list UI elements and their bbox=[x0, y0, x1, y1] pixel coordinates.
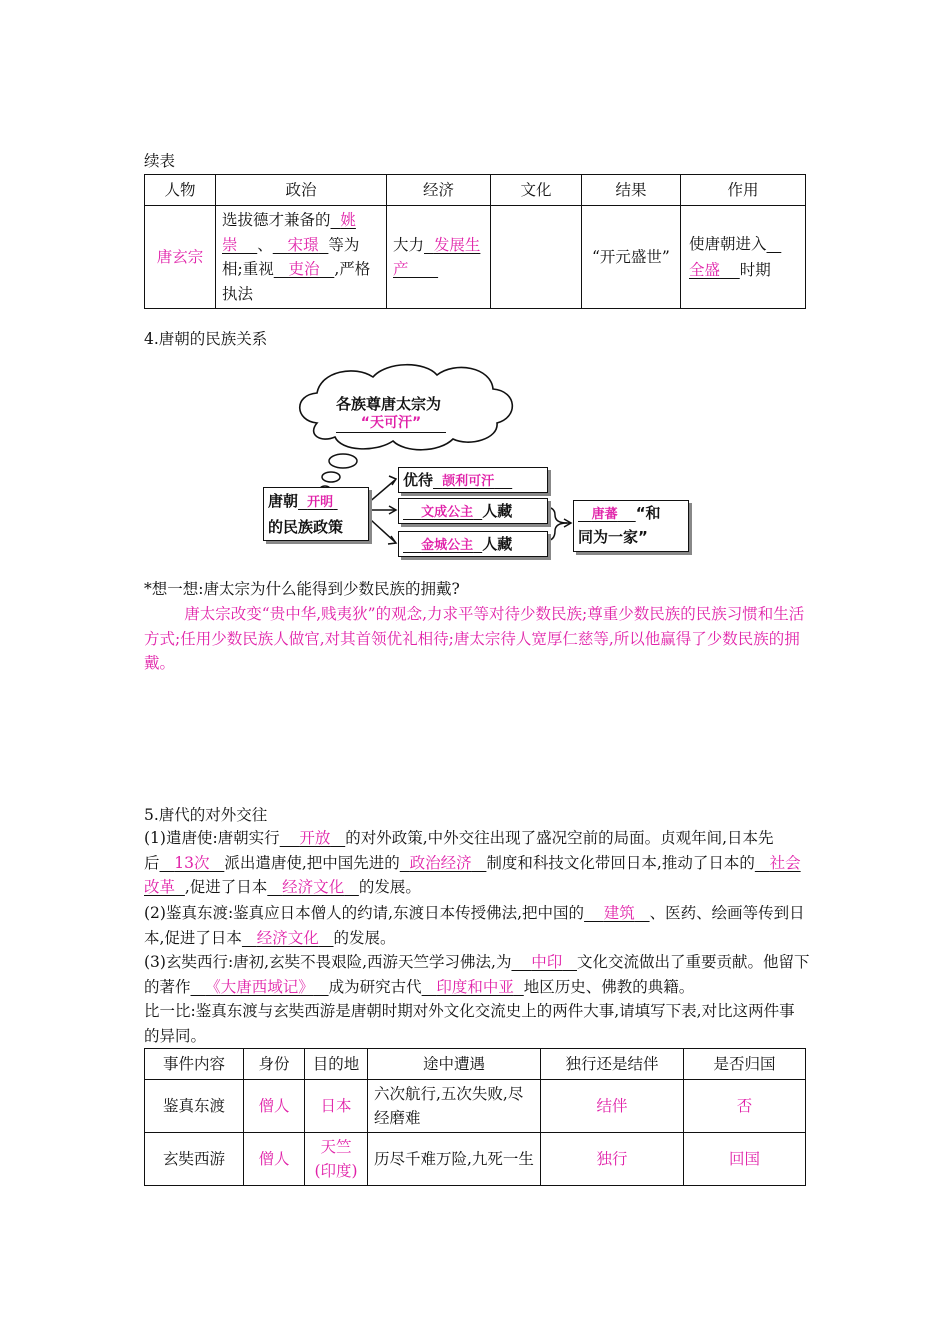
table2-header: 途中遭遇 bbox=[368, 1049, 541, 1080]
answer-blank: 宋璟 bbox=[287, 235, 319, 254]
compare-prompt: 比一比:鉴真东渡与玄奘西游是唐朝时期对外文化交流史上的两件大事,请填写下表,对比这两件事的异同。 bbox=[144, 1002, 795, 1045]
table2 bbox=[144, 1048, 806, 1186]
identity-cell: 僧人 bbox=[244, 1080, 305, 1133]
answer-blank: 吏治 bbox=[288, 260, 320, 278]
text: 大力 bbox=[393, 235, 425, 254]
table1-header: 作用 bbox=[681, 175, 806, 206]
table1-header: 经济 bbox=[387, 175, 491, 206]
paragraph-envoys: (1)遣唐使:唐朝实行 开放 的对外政策,中外交往出现了盛况空前的局面。贞观年间,日本先后 13次 派出遣唐使,把中国先进的 政治经济 制度和科技文化带回日本,推动了日本的 社会改革 ,促进了日本 经济文化 的发展。 bbox=[144, 829, 801, 896]
table2-header: 是否归国 bbox=[684, 1049, 806, 1080]
returned-cell: 回国 bbox=[684, 1133, 806, 1186]
dest-cell: 天竺(印度) bbox=[305, 1133, 368, 1186]
branch-box: 文成公主 人藏 bbox=[398, 498, 548, 524]
text: ,严格执法 bbox=[222, 260, 371, 303]
answer-blank: 全盛 bbox=[689, 261, 721, 279]
economy-cell bbox=[387, 206, 491, 309]
table1 bbox=[144, 174, 806, 309]
answer-blank: 发展生产 bbox=[393, 235, 481, 278]
section4-title: 4.唐朝的民族关系 bbox=[144, 330, 268, 348]
policy-box bbox=[263, 487, 369, 541]
person-cell: 唐玄宗 bbox=[145, 206, 216, 309]
identity-cell: 僧人 bbox=[244, 1133, 305, 1186]
table2-header: 独行还是结伴 bbox=[541, 1049, 684, 1080]
table1-header: 文化 bbox=[491, 175, 582, 206]
mode-cell: 结伴 bbox=[541, 1080, 684, 1133]
table1-caption: 续表 bbox=[144, 152, 176, 170]
result-cell: “开元盛世” bbox=[582, 206, 681, 309]
cloud-answer: “天可汗” bbox=[336, 412, 446, 433]
branch-box: 金城公主 人藏 bbox=[398, 531, 548, 557]
harmony-box: 唐蕃 “和 同为一家” bbox=[573, 500, 689, 552]
mode-cell: 独行 bbox=[541, 1133, 684, 1186]
cloud-title: 各族尊唐太宗为 bbox=[336, 395, 442, 413]
text: 等为相;重视 bbox=[222, 235, 360, 278]
text: 唐朝 bbox=[268, 492, 299, 510]
answer-blank: 姚崇 bbox=[222, 211, 356, 254]
event-cell: 鉴真东渡 bbox=[145, 1080, 244, 1133]
text: 时期 bbox=[739, 261, 771, 279]
branch-box: 优待 颉利可汗 bbox=[398, 467, 548, 493]
journey-cell: 历尽千难万险,九死一生 bbox=[368, 1133, 541, 1186]
table-row bbox=[145, 1080, 806, 1133]
table1-header: 政治 bbox=[216, 175, 387, 206]
answer-blank: 开明 bbox=[307, 495, 334, 510]
effect-cell bbox=[681, 206, 806, 309]
table1-header-row bbox=[145, 175, 806, 206]
think-answer: 唐太宗改变“贵中华,贱夷狄”的观念,力求平等对待少数民族;尊重少数民族的民族习惯和生活方式;任用少数民族人做官,对其首领优礼相待;唐太宗待人宽厚仁慈等,所以他赢得了少数民族的拥戴。 bbox=[144, 605, 805, 672]
dest-cell: 日本 bbox=[305, 1080, 368, 1133]
politics-cell bbox=[216, 206, 387, 309]
table2-header: 目的地 bbox=[305, 1049, 368, 1080]
table1-header: 人物 bbox=[145, 175, 216, 206]
returned-cell: 否 bbox=[684, 1080, 806, 1133]
table1-row bbox=[145, 206, 806, 309]
paragraph-xuanzang: (3)玄奘西行:唐初,玄奘不畏艰险,西游天竺学习佛法,为 中印 文化交流做出了重要贡献。他留下的著作 《大唐西域记》 成为研究古代 印度和中亚 地区历史、佛教的典籍。 bbox=[144, 953, 810, 996]
text: 的民族政策 bbox=[268, 518, 344, 536]
text: 、 bbox=[257, 235, 273, 254]
table2-header: 身份 bbox=[244, 1049, 305, 1080]
culture-cell bbox=[491, 206, 582, 309]
paragraph-jianzhen: (2)鉴真东渡:鉴真应日本僧人的约请,东渡日本传授佛法,把中国的 建筑 、医药、绘画等传到日本,促进了日本 经济文化 的发展。 bbox=[144, 904, 805, 947]
journey-cell: 六次航行,五次失败,尽经磨难 bbox=[368, 1080, 541, 1133]
table-row bbox=[145, 1133, 806, 1186]
section5-title: 5.唐代的对外交往 bbox=[144, 806, 268, 824]
table2-header-row bbox=[145, 1049, 806, 1080]
think-question: *想一想:唐太宗为什么能得到少数民族的拥戴? bbox=[144, 580, 460, 598]
table1-header: 结果 bbox=[582, 175, 681, 206]
table2-header: 事件内容 bbox=[145, 1049, 244, 1080]
blank bbox=[767, 235, 782, 253]
text: 选拔德才兼备的 bbox=[222, 211, 331, 229]
text: 使唐朝进入 bbox=[689, 235, 767, 253]
event-cell: 玄奘西游 bbox=[145, 1133, 244, 1186]
